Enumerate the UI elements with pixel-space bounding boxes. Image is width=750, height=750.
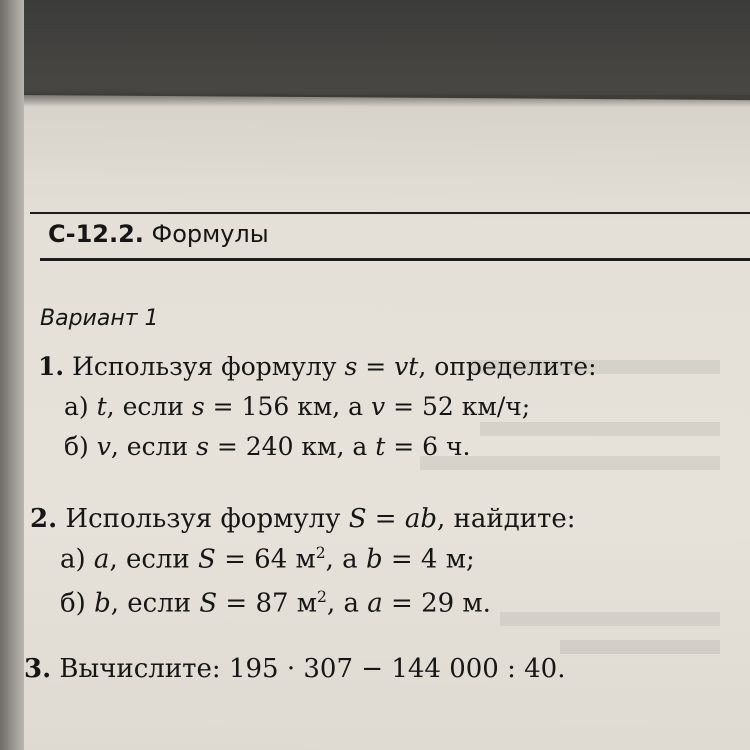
problem-2-item-a	[60, 544, 475, 575]
item-cond: t	[375, 432, 386, 461]
problem-1-item-b	[64, 432, 470, 461]
bleed-through	[560, 640, 720, 654]
problem-number: 3.	[24, 654, 52, 684]
item-var: a	[93, 544, 110, 575]
item-text: , если	[109, 544, 190, 575]
item-value: = 6 ч.	[385, 432, 471, 461]
item-text: , если	[106, 392, 184, 421]
problem-number: 2.	[30, 504, 58, 534]
title-bottom-rule	[40, 258, 750, 261]
section-heading	[48, 220, 269, 248]
item-var: b	[94, 588, 111, 619]
item-text: , если	[110, 432, 189, 461]
item-label: а)	[60, 544, 86, 575]
problem-lead: Используя формулу	[72, 352, 337, 381]
problem-formula: S = ab	[348, 504, 437, 534]
item-cond: S	[199, 588, 218, 619]
item-sup: 2	[315, 544, 326, 562]
item-label: б)	[64, 432, 89, 461]
item-sup: 2	[317, 588, 327, 606]
item-value: = 240 км, а	[208, 432, 368, 461]
item-cond: S	[198, 544, 216, 575]
item-cond: s	[196, 432, 209, 461]
item-cond: a	[367, 588, 383, 619]
page-edge-shadow	[10, 95, 750, 107]
section-code: С-12.2.	[48, 220, 144, 248]
item-value: = 87 м	[217, 588, 318, 619]
item-cond: s	[191, 392, 205, 421]
item-label: а)	[64, 392, 89, 421]
problem-number: 1.	[38, 352, 65, 381]
problem-3	[24, 654, 565, 684]
item-value: = 4 м;	[382, 544, 475, 575]
item-var: v	[96, 432, 111, 461]
item-cond: v	[371, 392, 386, 421]
item-value: = 64 м	[215, 544, 316, 575]
item-value: = 52 км/ч;	[385, 392, 531, 421]
problem-2-item-b	[60, 588, 491, 619]
title-top-rule	[30, 212, 750, 214]
problem-formula: s = vt	[344, 352, 419, 381]
book-spine-edge	[0, 0, 24, 750]
item-text: , если	[110, 588, 192, 619]
problem-2	[30, 504, 576, 534]
problem-1-item-a	[64, 392, 530, 421]
problem-lead: Используя формулу	[65, 504, 341, 534]
bleed-through	[480, 422, 720, 436]
item-label: б)	[60, 588, 86, 619]
problem-tail: , определите:	[418, 352, 597, 381]
item-var: t	[96, 392, 107, 421]
section-title: Формулы	[151, 220, 269, 248]
problem-tail: , найдите:	[437, 504, 576, 534]
variant-label: Вариант 1	[40, 306, 159, 331]
problem-1	[38, 352, 597, 381]
item-value: = 156 км, а	[204, 392, 364, 421]
item-text: , а	[325, 544, 358, 575]
problem-lead: Вычислите:	[59, 654, 221, 684]
item-value: = 29 м.	[382, 588, 491, 619]
bleed-through	[500, 612, 720, 626]
item-text: , а	[326, 588, 359, 619]
problem-expression: 195 · 307 − 144 000 : 40.	[228, 654, 566, 684]
item-cond: b	[365, 544, 383, 575]
